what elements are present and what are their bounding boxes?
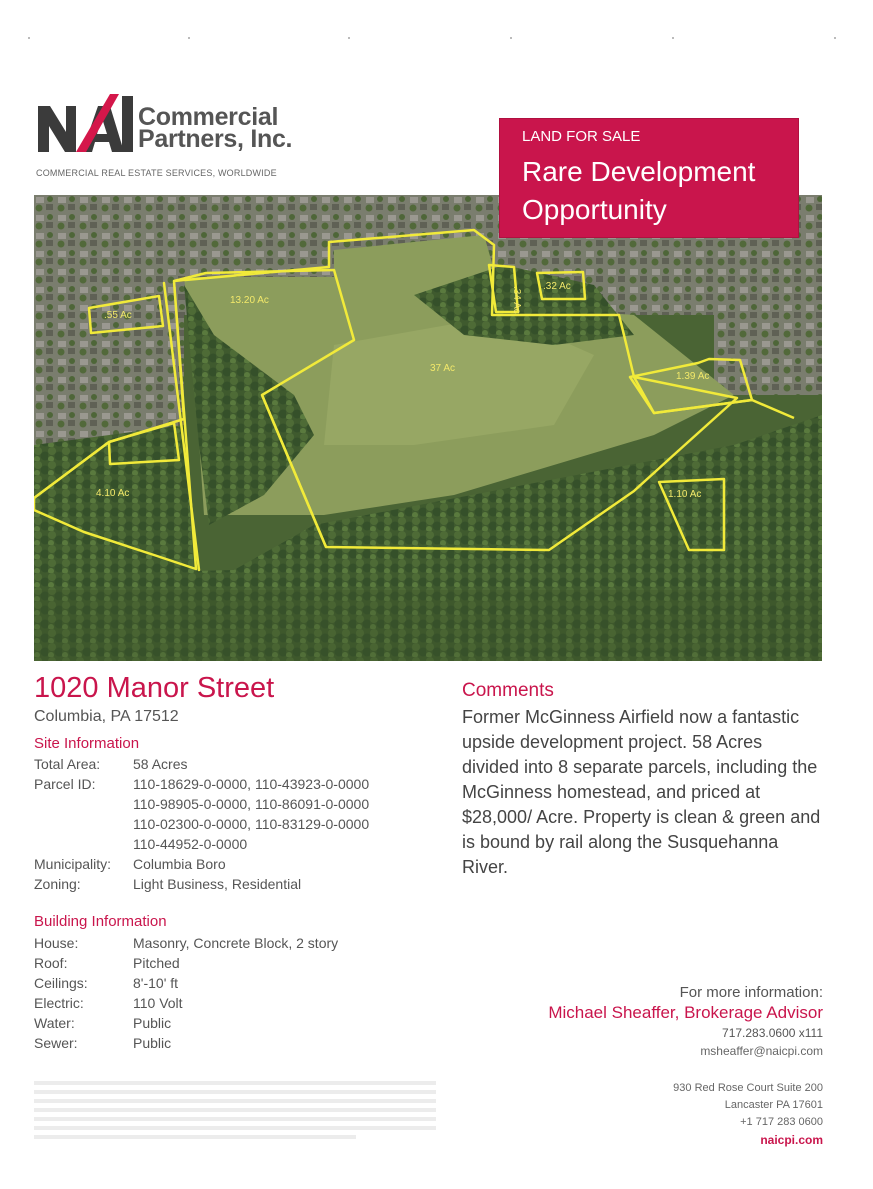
registration-mark	[834, 37, 836, 39]
info-key: House:	[34, 935, 79, 951]
info-value: Light Business, Residential	[133, 876, 302, 892]
contact-intro: For more information:	[679, 984, 823, 1001]
contact-phone: 717.283.0600 x111	[722, 1026, 823, 1040]
parcel-label: .32 Ac	[543, 281, 571, 292]
info-key: Total Area:	[34, 756, 101, 772]
banner-kicker: LAND FOR SALE	[522, 128, 641, 145]
info-value: Masonry, Concrete Block, 2 story	[133, 935, 339, 951]
info-value: Pitched	[133, 955, 180, 971]
info-value: 58 Acres	[133, 756, 188, 772]
parcel-label: 13.20 Ac	[230, 295, 269, 306]
info-key: Parcel ID:	[34, 776, 96, 792]
info-value: Public	[133, 1035, 172, 1051]
address-line2: Lancaster PA 17601	[724, 1099, 823, 1111]
info-value: 110-44952-0-0000	[133, 836, 248, 852]
legal-disclaimer	[34, 1078, 436, 1144]
office-address	[560, 1080, 823, 1131]
info-value: 110 Volt	[133, 995, 183, 1011]
parcel-label: 37 Ac	[430, 363, 456, 374]
parcel-label: .34 Ac	[511, 286, 522, 314]
registration-mark	[672, 37, 674, 39]
info-key: Roof:	[34, 955, 68, 971]
website-link[interactable]: naicpi.com	[760, 1133, 823, 1147]
company-tagline: COMMERCIAL REAL ESTATE SERVICES, WORLDWIDE	[36, 168, 277, 178]
parcel-label: .55 Ac	[104, 310, 132, 321]
parcel-label: 4.10 Ac	[96, 488, 130, 499]
comments-text: Former McGinness Airfield now a fantastic upside development project. 58 Acres divided into 8 separate parcels, including the McGinness homestead, and priced at $28,000/ Acre. Property is clean & green and is bound by rail along the Susquehanna River.	[462, 707, 821, 877]
banner-headline-line2: Opportunity	[522, 194, 667, 225]
company-logo	[36, 92, 326, 182]
parcel-label: 1.39 Ac	[676, 371, 710, 382]
company-name	[138, 103, 293, 153]
info-key: Zoning:	[34, 876, 81, 892]
company-name-line1: Commercial	[138, 103, 279, 131]
info-value: 8'-10' ft	[133, 975, 179, 991]
banner-headline-line1: Rare Development	[522, 156, 756, 187]
info-value: 110-02300-0-0000, 110-83129-0-0000	[133, 816, 370, 832]
nai-logo-mark-icon	[36, 92, 136, 154]
comments-heading: Comments	[462, 680, 554, 701]
site-info-heading: Site Information	[34, 735, 140, 752]
info-value: Columbia Boro	[133, 856, 226, 872]
info-key: Ceilings:	[34, 975, 88, 991]
aerial-site-map	[34, 195, 822, 661]
contact-block	[470, 984, 823, 1058]
building-info-heading: Building Information	[34, 913, 167, 930]
info-value: Public	[133, 1015, 172, 1031]
registration-mark	[510, 37, 512, 39]
address-line1: 930 Red Rose Court Suite 200	[673, 1082, 823, 1094]
contact-name: Michael Sheaffer, Brokerage Advisor	[548, 1003, 823, 1022]
contact-email[interactable]: msheaffer@naicpi.com	[700, 1044, 823, 1058]
registration-mark	[28, 37, 30, 39]
banner-headline	[522, 153, 755, 229]
parcel-label: 1.10 Ac	[668, 489, 702, 500]
info-key: Water:	[34, 1015, 75, 1031]
property-title: 1020 Manor Street	[34, 672, 275, 704]
office-phone: +1 717 283 0600	[740, 1116, 823, 1128]
registration-mark	[188, 37, 190, 39]
info-key: Municipality:	[34, 856, 112, 872]
company-name-line2: Partners, Inc.	[138, 125, 293, 153]
info-key: Electric:	[34, 995, 84, 1011]
info-value: 110-18629-0-0000, 110-43923-0-0000	[133, 776, 370, 792]
listing-banner	[500, 119, 798, 237]
property-city: Columbia, PA 17512	[34, 708, 179, 725]
aerial-photo	[34, 195, 822, 661]
info-value: 110-98905-0-0000, 110-86091-0-0000	[133, 796, 370, 812]
info-key: Sewer:	[34, 1035, 78, 1051]
registration-mark	[348, 37, 350, 39]
